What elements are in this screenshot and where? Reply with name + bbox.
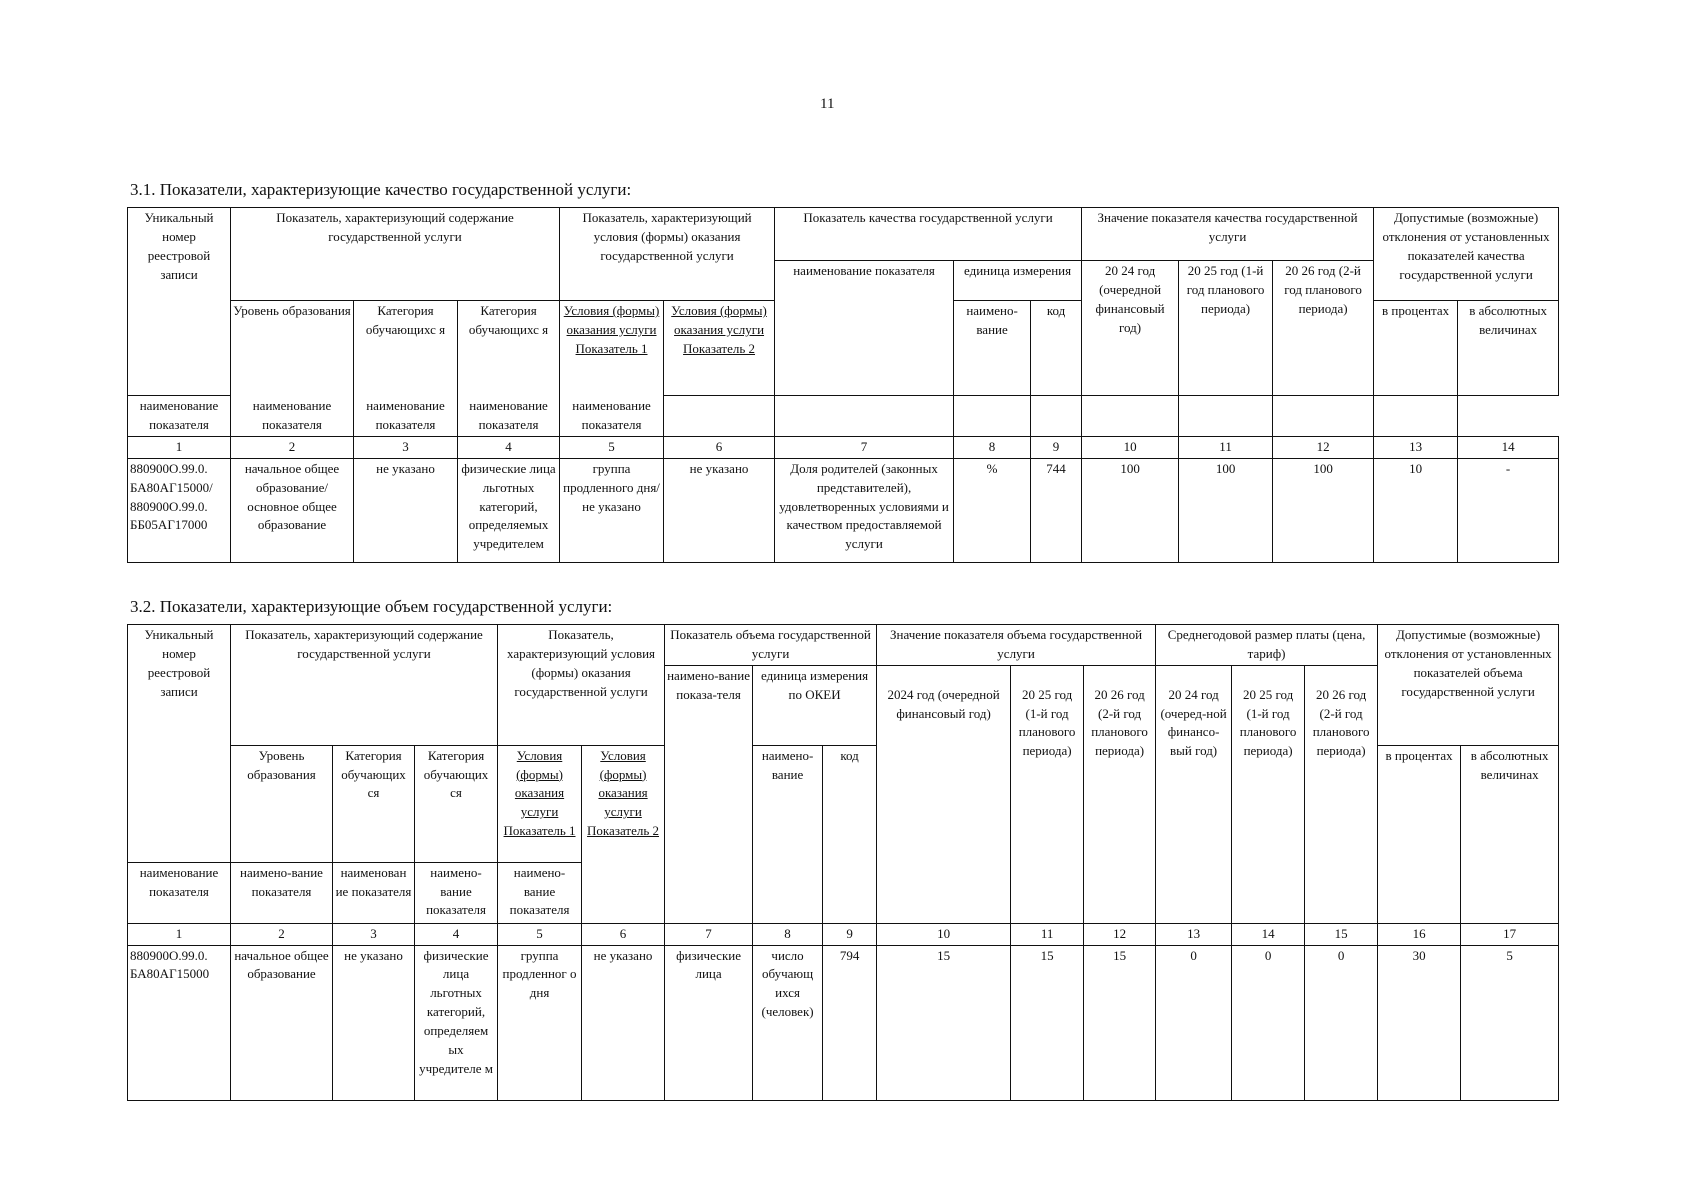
column-numbers-row	[128, 437, 1559, 459]
table-row	[128, 458, 1559, 562]
quality-indicators-table	[127, 207, 1559, 563]
h-content-indicator: Показатель, характеризующий содержание государственной услуги	[231, 208, 560, 301]
cell-indicator-name: физические лица	[665, 945, 753, 1100]
cell-fee-2024: 0	[1156, 945, 1232, 1100]
cell-value-2024: 100	[1082, 458, 1179, 562]
h-volume-value: Значение показателя объема государственной услуги	[877, 625, 1156, 666]
cell-unit-code: 794	[823, 945, 877, 1100]
h-allowed-deviation: Допустимые (возможные) отклонения от установленных показателей объема государственной услуги	[1378, 625, 1559, 746]
h-student-category-2: Категория обучающихс я	[458, 301, 560, 396]
h-unit-code: код	[823, 745, 877, 923]
column-number: 13	[1156, 923, 1232, 945]
h-year-2026: 20 26 год (2-й год планового периода)	[1273, 261, 1374, 396]
column-number: 10	[1082, 437, 1179, 459]
volume-indicators-table	[127, 624, 1559, 1101]
h-quality-indicator: Показатель качества государственной услуги	[775, 208, 1082, 261]
h-volume-2025: 20 25 год (1-й год планового периода)	[1011, 665, 1084, 923]
page-number: 11	[820, 96, 835, 112]
h-fee-2024: 20 24 год (очеред-ной финансо-вый год)	[1156, 665, 1232, 923]
column-numbers-row	[128, 923, 1559, 945]
h-allowed-deviation: Допустимые (возможные) отклонения от установленных показателей качества государственной услуги	[1374, 208, 1559, 301]
column-number: 3	[333, 923, 415, 945]
cell-unit-code: 744	[1031, 458, 1082, 562]
column-number: 6	[582, 923, 665, 945]
column-number: 1	[128, 437, 231, 459]
h-unique-number: Уникальный номер реестровой записи	[128, 625, 231, 863]
cell-education-level: начальное общее образование	[231, 945, 333, 1100]
h-unit-code: код	[1031, 301, 1082, 396]
cell-education-level: начальное общее образование/ основное общее образование	[231, 458, 354, 562]
h-indicator-name: наименование показателя	[775, 261, 954, 396]
cell-category-2: физические лица льготных категорий, определяем ых учредителе м	[415, 945, 498, 1100]
h-unit-name: наимено-вание	[954, 301, 1031, 396]
h-condition-2: Условия (формы) оказания услуги Показатель 2	[582, 745, 665, 862]
h-condition-1: Условия (формы) оказания услуги Показатель 1	[498, 745, 582, 862]
column-number: 3	[354, 437, 458, 459]
column-number: 10	[877, 923, 1011, 945]
h-fee-2025: 20 25 год (1-й год планового периода)	[1232, 665, 1305, 923]
column-number: 2	[231, 437, 354, 459]
column-number: 7	[775, 437, 954, 459]
sub-indicator-name: наимено-вание показателя	[231, 862, 333, 923]
cell-indicator-name: Доля родителей (законных представителей), удовлетворенных условиями и качеством предоставляемой услуги	[775, 458, 954, 562]
cell-category-1: не указано	[354, 458, 458, 562]
cell-unit-name: %	[954, 458, 1031, 562]
column-number: 11	[1011, 923, 1084, 945]
h-student-category-1: Категория обучающих ся	[333, 745, 415, 862]
cell-volume-2025: 15	[1011, 945, 1084, 1100]
sub-indicator-name: наименование показателя	[231, 396, 354, 437]
h-average-fee: Среднегодовой размер платы (цена, тариф)	[1156, 625, 1378, 666]
cell-deviation-percent: 10	[1374, 458, 1458, 562]
column-number: 1	[128, 923, 231, 945]
sub-indicator-name: наимено-вание показателя	[498, 862, 582, 923]
column-number: 14	[1458, 437, 1559, 459]
h-fee-2026: 20 26 год (2-й год планового периода)	[1305, 665, 1378, 923]
sub-indicator-name: наименование показателя	[128, 862, 231, 923]
sub-indicator-name: наименование показателя	[458, 396, 560, 437]
h-conditions-indicator: Показатель, характеризующий условия (формы) оказания государственной услуги	[498, 625, 665, 746]
column-number: 5	[560, 437, 664, 459]
cell-category-2: физические лица льготных категорий, определяемых учредителем	[458, 458, 560, 562]
column-number: 13	[1374, 437, 1458, 459]
column-number: 9	[1031, 437, 1082, 459]
column-number: 8	[753, 923, 823, 945]
cell-condition-2: не указано	[582, 945, 665, 1100]
h-volume-2026: 20 26 год (2-й год планового периода)	[1084, 665, 1156, 923]
cell-registry-number: 880900О.99.0. БА80АГ15000	[128, 945, 231, 1100]
cell-condition-1: группа продленног о дня	[498, 945, 582, 1100]
cell-category-1: не указано	[333, 945, 415, 1100]
h-content-indicator: Показатель, характеризующий содержание государственной услуги	[231, 625, 498, 746]
h-education-level: Уровень образования	[231, 301, 354, 396]
h-unit: единица измерения	[954, 261, 1082, 301]
column-number: 16	[1378, 923, 1461, 945]
h-deviation-percent: в процентах	[1378, 745, 1461, 923]
h-deviation-absolute: в абсолютных величинах	[1458, 301, 1559, 396]
column-number: 6	[664, 437, 775, 459]
h-year-2024: 20 24 год (очередной финансовый год)	[1082, 261, 1179, 396]
column-number: 8	[954, 437, 1031, 459]
column-number: 4	[458, 437, 560, 459]
sub-indicator-name: наименован ие показателя	[333, 862, 415, 923]
column-number: 11	[1179, 437, 1273, 459]
cell-registry-number: 880900О.99.0. БА80АГ15000/ 880900О.99.0. ББ05АГ17000	[128, 458, 231, 562]
h-deviation-percent: в процентах	[1374, 301, 1458, 396]
quality-section-title: 3.1. Показатели, характеризующие качество государственной услуги:	[130, 180, 632, 199]
h-unique-number: Уникальный номер реестровой записи	[128, 208, 231, 396]
h-condition-1: Условия (формы) оказания услуги Показатель 1	[560, 301, 664, 396]
column-number: 7	[665, 923, 753, 945]
h-education-level: Уровень образования	[231, 745, 333, 862]
cell-value-2025: 100	[1179, 458, 1273, 562]
column-number: 14	[1232, 923, 1305, 945]
column-number: 12	[1273, 437, 1374, 459]
column-number: 17	[1461, 923, 1559, 945]
h-unit-okei: единица измерения по ОКЕИ	[753, 665, 877, 745]
cell-condition-2: не указано	[664, 458, 775, 562]
cell-fee-2026: 0	[1305, 945, 1378, 1100]
h-unit-name: наимено-вание	[753, 745, 823, 923]
column-number: 12	[1084, 923, 1156, 945]
table-row	[128, 945, 1559, 1100]
h-deviation-absolute: в абсолютных величинах	[1461, 745, 1559, 923]
h-quality-value: Значение показателя качества государственной услуги	[1082, 208, 1374, 261]
h-year-2025: 20 25 год (1-й год планового периода)	[1179, 261, 1273, 396]
cell-deviation-absolute: -	[1458, 458, 1559, 562]
h-student-category-1: Категория обучающихс я	[354, 301, 458, 396]
column-number: 15	[1305, 923, 1378, 945]
h-student-category-2: Категория обучающих ся	[415, 745, 498, 862]
h-volume-2024: 2024 год (очередной финансовый год)	[877, 665, 1011, 923]
cell-unit-name: число обучающ ихся (человек)	[753, 945, 823, 1100]
sub-indicator-name: наимено-вание показателя	[415, 862, 498, 923]
sub-indicator-name: наименование показателя	[560, 396, 664, 437]
cell-fee-2025: 0	[1232, 945, 1305, 1100]
cell-deviation-absolute: 5	[1461, 945, 1559, 1100]
column-number: 5	[498, 923, 582, 945]
sub-indicator-name: наименование показателя	[354, 396, 458, 437]
volume-section-title: 3.2. Показатели, характеризующие объем государственной услуги:	[130, 597, 613, 616]
cell-value-2026: 100	[1273, 458, 1374, 562]
cell-condition-1: группа продленного дня/ не указано	[560, 458, 664, 562]
h-conditions-indicator: Показатель, характеризующий условия (формы) оказания государственной услуги	[560, 208, 775, 301]
h-volume-indicator: Показатель объема государственной услуги	[665, 625, 877, 666]
column-number: 9	[823, 923, 877, 945]
cell-volume-2024: 15	[877, 945, 1011, 1100]
cell-volume-2026: 15	[1084, 945, 1156, 1100]
column-number: 2	[231, 923, 333, 945]
column-number: 4	[415, 923, 498, 945]
h-condition-2: Условия (формы) оказания услуги Показатель 2	[664, 301, 775, 396]
sub-indicator-name: наименование показателя	[128, 396, 231, 437]
h-indicator-name: наимено-вание показа-теля	[665, 665, 753, 923]
cell-deviation-percent: 30	[1378, 945, 1461, 1100]
